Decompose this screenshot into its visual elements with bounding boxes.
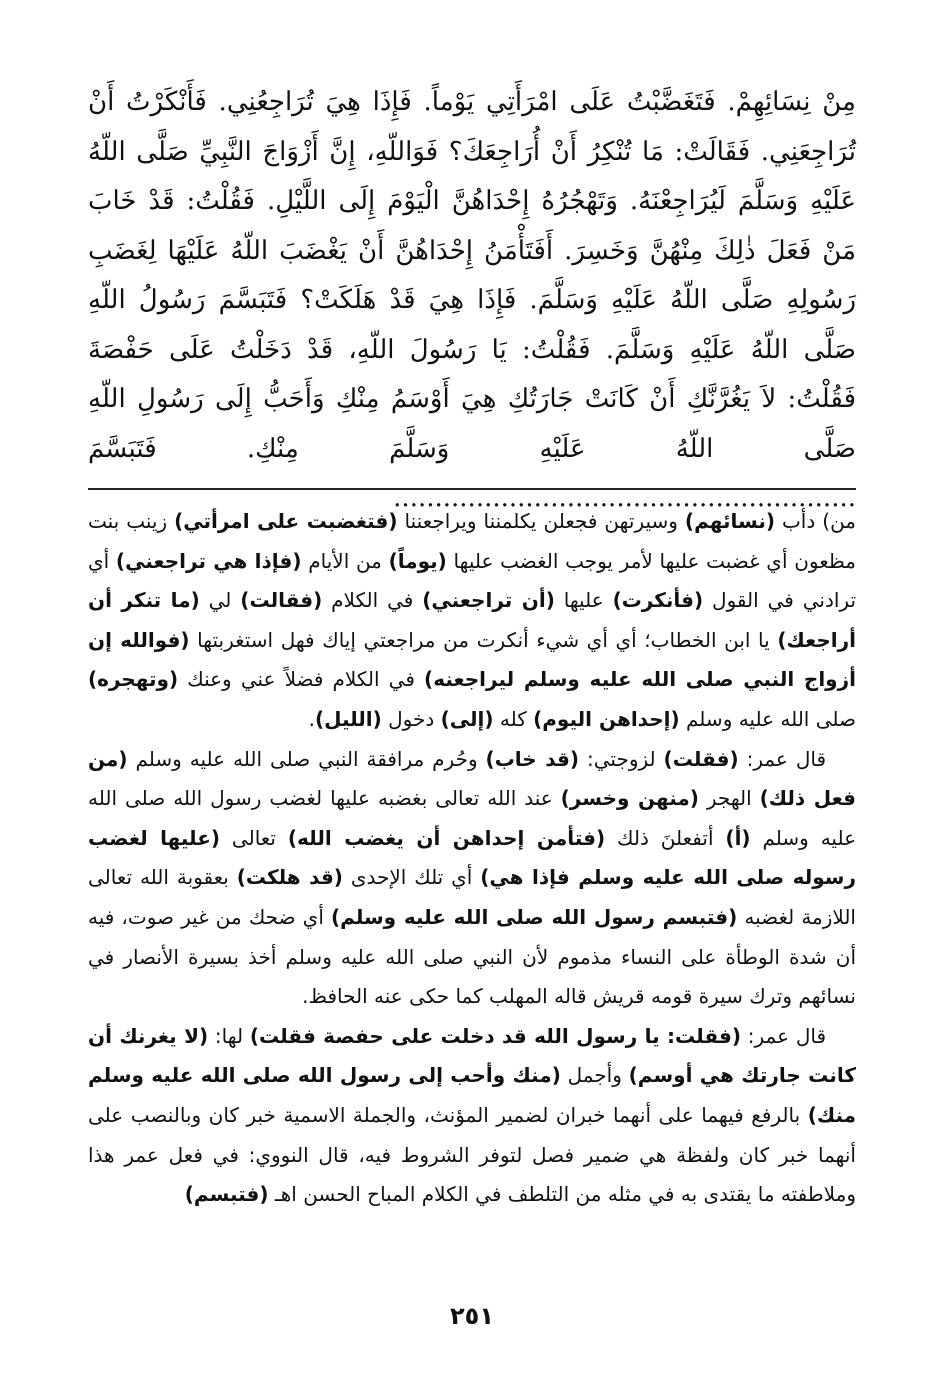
quoted-hadith-text: (فتبسم رسول الله صلى الله عليه وسلم) xyxy=(331,904,738,929)
commentary-text: لي xyxy=(199,588,241,613)
quoted-hadith-text: (إلى) xyxy=(440,706,494,731)
commentary-text: لها: xyxy=(208,1023,250,1048)
commentary-text: . xyxy=(308,706,315,731)
commentary-text: أي تلك الإحدى xyxy=(342,865,481,890)
commentary-text: لزوجتي: xyxy=(579,746,664,771)
quoted-hadith-text: (منك وأحب إلى رسول الله صلى الله عليه وسلم منك) xyxy=(88,1063,856,1127)
quoted-hadith-text: (أن تراجعني) xyxy=(422,588,555,613)
commentary-text: عند الله تعالى بغضبه عليها لغضب رسول الله صلى الله عليه وسلم xyxy=(88,786,857,850)
quoted-hadith-text: (فتبسم) xyxy=(184,1182,269,1207)
hadith-body: مِنْ نِسَائِهِمْ. فَتَغَضَّبْتُ عَلَى امْرَأَتِي يَوْماً. فَإِذَا هِيَ تُرَاجِعُنِي. فَأَنْكَرْتُ أَنْ تُرَاجِعَنِي. فَقَالَتْ: مَا تُنْكِرُ أَنْ أُرَاجِعَكَ؟ فَوَاللّهِ، إِنَّ أَزْوَاجَ النَّبِيِّ صَلَّى اللّهُ عَلَيْهِ وَسَلَّمَ لَيُرَاجِعْنَهُ. وَتَهْجُرُهُ إِحْدَاهُنَّ الْيَوْمَ إِلَى اللَّيْلِ. فَقُلْتُ: قَدْ خَابَ مَنْ فَعَلَ ذٰلِكَ مِنْهُنَّ وَخَسِرَ. أَفَتَأْمَنُ إِحْدَاهُنَّ أَنْ يَغْضَبَ اللّهُ عَلَيْهَا لِغَضَبِ رَسُولِهِ صَلَّى اللّهُ عَلَيْهِ وَسَلَّمَ. فَإِذَا هِيَ قَدْ هَلَكَتْ؟ فَتَبَسَّمَ رَسُولُ اللّهِ صَلَّى اللّهُ عَلَيْهِ وَسَلَّمَ. فَقُلْتُ: يَا رَسُولَ اللّهِ، قَدْ دَخَلْتُ عَلَى حَفْصَةَ فَقُلْتُ: لاَ يَغُرَّنَّكِ أَنْ كَانَتْ جَارَتُكِ هِيَ أَوْسَمُ مِنْكِ وَأَحَبُّ إِلَى رَسُولِ اللّهِ صَلَّى اللّهُ عَلَيْهِ وَسَلَّمَ مِنْكِ. xyxy=(88,87,857,464)
quoted-hadith-text: (وتهجره) xyxy=(88,667,179,692)
commentary-text: زينب بنت مظعون أي غضبت عليها لأمر يوجب الغضب عليها xyxy=(88,509,856,573)
commentary-text: عليها xyxy=(554,588,613,613)
commentary-text: من) دأب xyxy=(774,509,857,533)
commentary-text: دخول xyxy=(381,706,441,731)
quoted-hadith-text: (من فعل ذلك) xyxy=(88,746,856,811)
quoted-hadith-text: (فأنكرت) xyxy=(612,588,704,613)
commentary xyxy=(88,502,856,1215)
commentary-text: يا ابن الخطاب؛ أي أي شيء أنكرت من مراجعتي إياك فهل استغربتها xyxy=(189,627,778,652)
commentary-text: بالرفع فيهما على أنهما خبران لضمير المؤنث، والجملة الاسمية خبر كان وبالنصب على أنهما خبر كان ولفظة هي ضمير فصل لتوفر الشروط فيه، قال النووي: في فعل عمر هذا وملاطفته ما يقتدى به في مثله من التلطف في الكلام المباح الحسن اهـ xyxy=(88,1102,856,1207)
commentary-text: قال عمر: xyxy=(740,1023,827,1048)
section-divider xyxy=(88,488,856,490)
quoted-hadith-text: (الليل) xyxy=(314,706,382,731)
commentary-text: في الكلام xyxy=(322,588,423,613)
quoted-hadith-text: (إحداهن اليوم) xyxy=(533,706,680,731)
commentary-text: في الكلام فضلاً عني وعنك xyxy=(178,667,425,692)
quoted-hadith-text: (يوماً) xyxy=(388,548,447,573)
commentary-text: بعقوبة الله تعالى اللازمة لغضبه xyxy=(88,865,856,929)
quoted-hadith-text: (فتغضبت على امرأتي) xyxy=(174,509,398,533)
quoted-hadith-text: (فإذا هي تراجعني) xyxy=(115,548,302,573)
commentary-text: كله xyxy=(493,706,534,731)
commentary-text: تعالى xyxy=(220,825,288,850)
commentary-text: صلى الله عليه وسلم xyxy=(679,706,856,731)
quoted-hadith-text: (فقالت) xyxy=(240,588,323,613)
quoted-hadith-text: (منهن وخسر) xyxy=(560,786,699,811)
page xyxy=(88,78,856,1368)
commentary-text: قال عمر: xyxy=(738,746,826,771)
commentary-paragraph-1 xyxy=(88,502,856,740)
quoted-hadith-text: (فقلت) xyxy=(663,746,739,771)
hadith-last-word: فَتَبَسَّمَ xyxy=(88,433,157,464)
quoted-hadith-text: (أ) xyxy=(725,825,751,850)
commentary-paragraph-3 xyxy=(88,1017,856,1215)
quoted-hadith-text: (فقلت: يا رسول الله قد دخلت على حفصة فقلت) xyxy=(249,1023,741,1048)
hadith-ellipsis: ........................................................ xyxy=(393,483,856,513)
commentary-text: الهجر xyxy=(698,786,760,811)
quoted-hadith-text: (قد خاب) xyxy=(485,746,580,771)
quoted-hadith-text: (لا يغرنك أن كانت جارتك هي أوسم) xyxy=(88,1023,856,1088)
commentary-text: أتفعلنَ ذلك xyxy=(605,825,726,850)
page-number: ٢٥١ xyxy=(450,1302,494,1330)
quoted-hadith-text: (فوالله إن أزواج النبي صلى الله عليه وسلم ليراجعنه) xyxy=(88,627,856,692)
quoted-hadith-text: (قد هلكت) xyxy=(236,865,343,890)
commentary-text: أي ضحك من غير صوت، فيه أن شدة الوطأة على النساء مذموم لأن النبي صلى الله عليه وسلم أخذ بسيرة الأنصار في نسائهم وترك سيرة قومه قريش قاله المهلب كما حكى عنه الحافظ. xyxy=(88,904,856,1009)
quoted-hadith-text: (عليها لغضب رسوله صلى الله عليه وسلم فإذا هي) xyxy=(88,825,856,890)
quoted-hadith-text: (نسائهم) xyxy=(684,509,775,533)
commentary-text: وأجمل xyxy=(560,1063,629,1088)
commentary-text: وسيرتهن فجعلن يكلمننا ويراجعننا xyxy=(397,509,685,533)
commentary-text: وحُرم مرافقة النبي صلى الله عليه وسلم xyxy=(127,746,486,771)
hadith-text xyxy=(88,78,856,524)
commentary-text: أي ترادني في القول xyxy=(88,548,857,613)
commentary-text: من الأيام xyxy=(301,548,389,573)
commentary-paragraph-2 xyxy=(88,740,856,1017)
quoted-hadith-text: (فتأمن إحداهن أن يغضب الله) xyxy=(287,825,606,850)
quoted-hadith-text: (ما تنكر أن أراجعك) xyxy=(88,588,857,652)
